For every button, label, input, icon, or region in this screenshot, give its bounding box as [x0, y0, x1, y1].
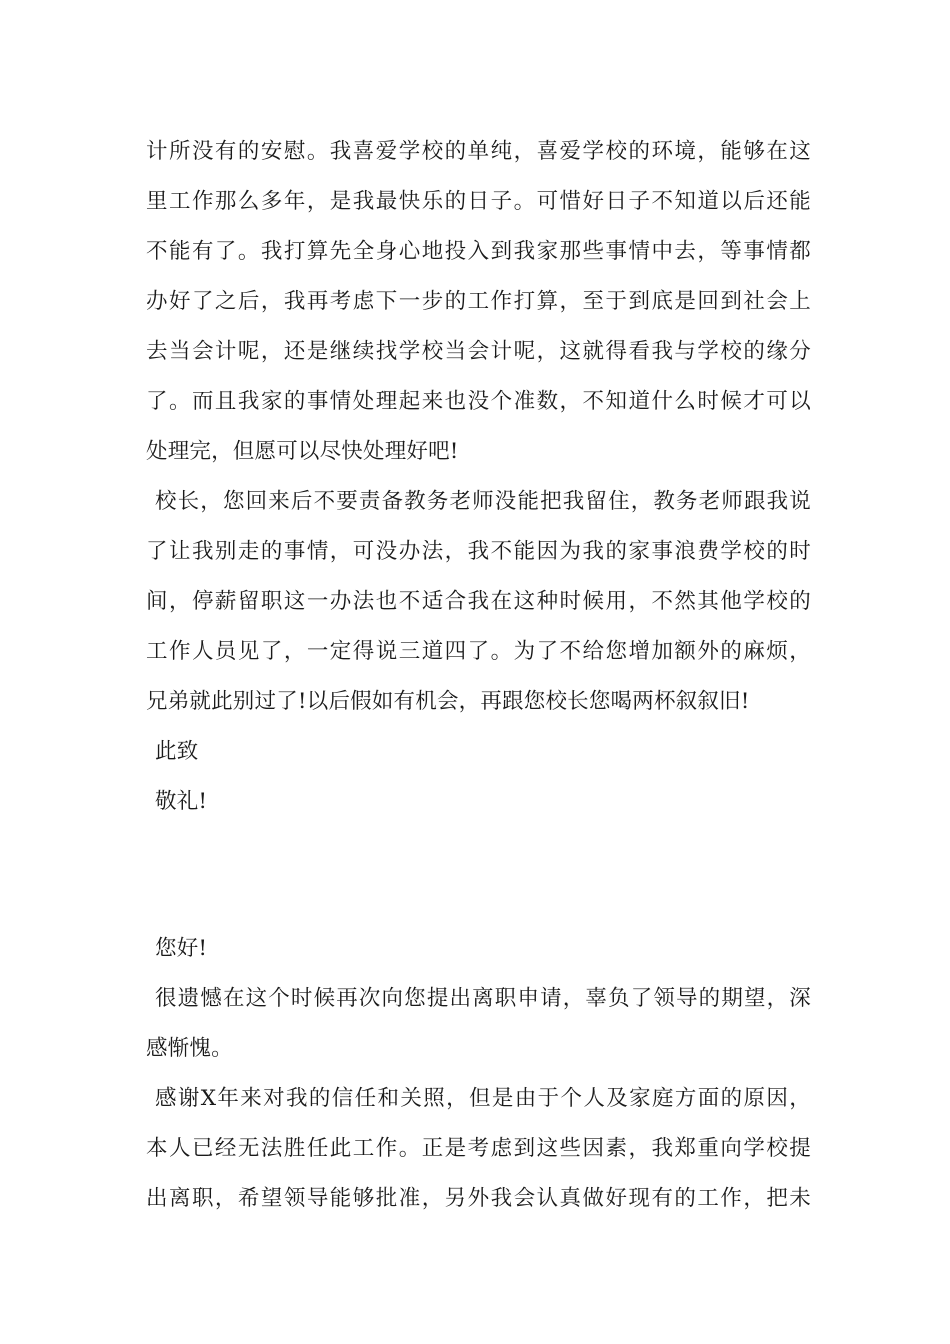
paragraph-line: 去当会计呢，还是继续找学校当会计呢，这就得看我与学校的缘分 — [146, 339, 811, 364]
paragraph-line: 里工作那么多年，是我最快乐的日子。可惜好日子不知道以后还能 — [146, 189, 811, 214]
paragraph-line: 兄弟就此别过了!以后假如有机会，再跟您校长您喝两杯叙叙旧! — [146, 689, 750, 714]
paragraph-line: 出离职，希望领导能够批准，另外我会认真做好现有的工作，把未 — [146, 1186, 811, 1211]
greeting: 您好! — [155, 936, 208, 961]
paragraph-line: 了让我别走的事情，可没办法，我不能因为我的家事浪费学校的时 — [146, 539, 811, 564]
paragraph-line: 处理完，但愿可以尽快处理好吧! — [146, 439, 459, 464]
paragraph-line: 校长，您回来后不要责备教务老师没能把我留住，教务老师跟我说 — [155, 489, 811, 514]
paragraph-line: 本人已经无法胜任此工作。正是考虑到这些因素，我郑重向学校提 — [146, 1136, 811, 1161]
paragraph-line: 间，停薪留职这一办法也不适合我在这种时候用，不然其他学校的 — [146, 589, 811, 614]
paragraph-line: 很遗憾在这个时候再次向您提出离职申请，辜负了领导的期望，深 — [155, 986, 811, 1011]
paragraph-line: 计所没有的安慰。我喜爱学校的单纯，喜爱学校的环境，能够在这 — [146, 139, 811, 164]
closing-regards: 敬礼! — [155, 789, 208, 814]
paragraph-line: 不能有了。我打算先全身心地投入到我家那些事情中去，等事情都 — [146, 239, 811, 264]
paragraph-line: 了。而且我家的事情处理起来也没个准数，不知道什么时候才可以 — [146, 389, 811, 414]
paragraph-line: 办好了之后，我再考虑下一步的工作打算，至于到底是回到社会上 — [146, 289, 811, 314]
paragraph-line: 感谢X年来对我的信任和关照，但是由于个人及家庭方面的原因， — [155, 1086, 811, 1111]
closing-salutation: 此致 — [155, 739, 199, 764]
paragraph-line: 工作人员见了，一定得说三道四了。为了不给您增加额外的麻烦， — [146, 639, 811, 664]
paragraph-line: 感惭愧。 — [146, 1036, 233, 1061]
